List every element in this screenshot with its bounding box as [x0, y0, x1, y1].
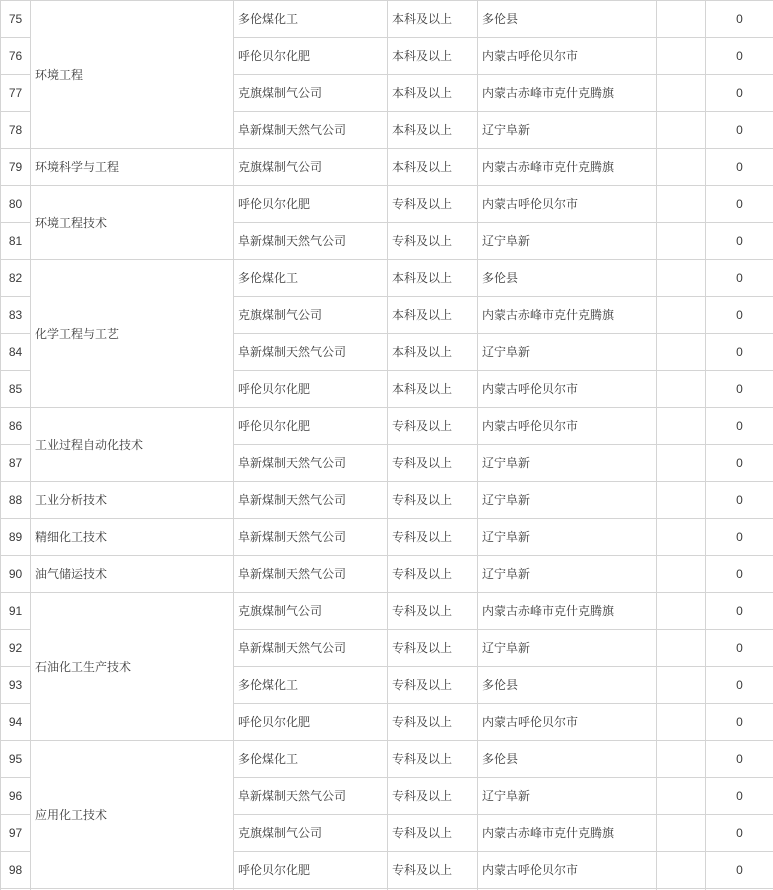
row-number-cell: 94 [1, 704, 31, 741]
count-cell: 0 [706, 260, 773, 297]
row-number-cell: 92 [1, 630, 31, 667]
major-cell: 工业分析技术 [31, 482, 234, 519]
major-cell: 石油化工生产技术 [31, 593, 234, 741]
table-row [1, 1, 773, 38]
empty-cell [657, 667, 706, 704]
empty-cell [657, 445, 706, 482]
count-cell: 0 [706, 482, 773, 519]
row-number-cell: 77 [1, 75, 31, 112]
count-cell: 0 [706, 667, 773, 704]
major-cell: 环境工程 [31, 1, 234, 149]
empty-cell [657, 260, 706, 297]
row-number-cell: 81 [1, 223, 31, 260]
company-cell: 克旗煤制气公司 [234, 593, 388, 630]
major-cell: 环境科学与工程 [31, 149, 234, 186]
row-number-cell: 76 [1, 38, 31, 75]
company-cell: 阜新煤制天然气公司 [234, 334, 388, 371]
count-cell: 0 [706, 408, 773, 445]
count-cell: 0 [706, 556, 773, 593]
location-cell: 辽宁阜新 [478, 556, 657, 593]
company-cell: 阜新煤制天然气公司 [234, 112, 388, 149]
empty-cell [657, 334, 706, 371]
row-number-cell: 95 [1, 741, 31, 778]
location-cell: 内蒙古呼伦贝尔市 [478, 852, 657, 889]
location-cell: 辽宁阜新 [478, 223, 657, 260]
location-cell: 多伦县 [478, 260, 657, 297]
empty-cell [657, 149, 706, 186]
empty-cell [657, 704, 706, 741]
education-cell: 专科及以上 [388, 408, 478, 445]
empty-cell [657, 815, 706, 852]
location-cell: 内蒙古赤峰市克什克腾旗 [478, 297, 657, 334]
company-cell: 阜新煤制天然气公司 [234, 223, 388, 260]
education-cell: 专科及以上 [388, 667, 478, 704]
company-cell: 呼伦贝尔化肥 [234, 408, 388, 445]
company-cell: 呼伦贝尔化肥 [234, 38, 388, 75]
education-cell: 本科及以上 [388, 149, 478, 186]
empty-cell [657, 297, 706, 334]
company-cell: 呼伦贝尔化肥 [234, 186, 388, 223]
row-number-cell: 98 [1, 852, 31, 889]
company-cell: 呼伦贝尔化肥 [234, 852, 388, 889]
location-cell: 内蒙古呼伦贝尔市 [478, 408, 657, 445]
major-cell: 精细化工技术 [31, 519, 234, 556]
major-cell: 化学工程与工艺 [31, 260, 234, 408]
company-cell: 多伦煤化工 [234, 1, 388, 38]
location-cell: 辽宁阜新 [478, 778, 657, 815]
row-number-cell: 91 [1, 593, 31, 630]
row-number-cell: 97 [1, 815, 31, 852]
count-cell: 0 [706, 445, 773, 482]
empty-cell [657, 778, 706, 815]
count-cell: 0 [706, 223, 773, 260]
row-number-cell: 90 [1, 556, 31, 593]
company-cell: 阜新煤制天然气公司 [234, 445, 388, 482]
education-cell: 专科及以上 [388, 741, 478, 778]
table-row [1, 149, 773, 186]
table-row [1, 482, 773, 519]
education-cell: 本科及以上 [388, 334, 478, 371]
location-cell: 多伦县 [478, 667, 657, 704]
company-cell: 阜新煤制天然气公司 [234, 778, 388, 815]
empty-cell [657, 852, 706, 889]
location-cell: 内蒙古赤峰市克什克腾旗 [478, 149, 657, 186]
education-cell: 专科及以上 [388, 519, 478, 556]
table-row [1, 593, 773, 630]
major-cell: 环境工程技术 [31, 186, 234, 260]
empty-cell [657, 112, 706, 149]
education-cell: 专科及以上 [388, 223, 478, 260]
row-number-cell: 87 [1, 445, 31, 482]
location-cell: 辽宁阜新 [478, 445, 657, 482]
education-cell: 专科及以上 [388, 186, 478, 223]
location-cell: 辽宁阜新 [478, 482, 657, 519]
empty-cell [657, 186, 706, 223]
education-cell: 本科及以上 [388, 1, 478, 38]
education-cell: 本科及以上 [388, 38, 478, 75]
education-cell: 专科及以上 [388, 593, 478, 630]
count-cell: 0 [706, 741, 773, 778]
education-cell: 本科及以上 [388, 112, 478, 149]
education-cell: 专科及以上 [388, 556, 478, 593]
location-cell: 内蒙古呼伦贝尔市 [478, 371, 657, 408]
row-number-cell: 82 [1, 260, 31, 297]
company-cell: 呼伦贝尔化肥 [234, 704, 388, 741]
row-number-cell: 93 [1, 667, 31, 704]
company-cell: 阜新煤制天然气公司 [234, 482, 388, 519]
education-cell: 专科及以上 [388, 815, 478, 852]
row-number-cell: 96 [1, 778, 31, 815]
education-cell: 专科及以上 [388, 704, 478, 741]
company-cell: 克旗煤制气公司 [234, 815, 388, 852]
row-number-cell: 89 [1, 519, 31, 556]
education-cell: 本科及以上 [388, 371, 478, 408]
count-cell: 0 [706, 815, 773, 852]
empty-cell [657, 1, 706, 38]
empty-cell [657, 630, 706, 667]
count-cell: 0 [706, 778, 773, 815]
count-cell: 0 [706, 704, 773, 741]
count-cell: 0 [706, 334, 773, 371]
table-row [1, 519, 773, 556]
table-row [1, 741, 773, 778]
education-cell: 专科及以上 [388, 778, 478, 815]
location-cell: 内蒙古呼伦贝尔市 [478, 38, 657, 75]
row-number-cell: 83 [1, 297, 31, 334]
table-row [1, 186, 773, 223]
empty-cell [657, 741, 706, 778]
major-cell: 工业过程自动化技术 [31, 408, 234, 482]
row-number-cell: 85 [1, 371, 31, 408]
count-cell: 0 [706, 186, 773, 223]
education-cell: 专科及以上 [388, 852, 478, 889]
location-cell: 辽宁阜新 [478, 334, 657, 371]
location-cell: 内蒙古赤峰市克什克腾旗 [478, 815, 657, 852]
major-cell: 油气储运技术 [31, 556, 234, 593]
company-cell: 多伦煤化工 [234, 667, 388, 704]
company-cell: 多伦煤化工 [234, 260, 388, 297]
location-cell: 辽宁阜新 [478, 112, 657, 149]
empty-cell [657, 371, 706, 408]
location-cell: 多伦县 [478, 741, 657, 778]
empty-cell [657, 556, 706, 593]
location-cell: 内蒙古呼伦贝尔市 [478, 704, 657, 741]
table-body [1, 1, 773, 890]
count-cell: 0 [706, 371, 773, 408]
company-cell: 呼伦贝尔化肥 [234, 371, 388, 408]
location-cell: 辽宁阜新 [478, 519, 657, 556]
empty-cell [657, 519, 706, 556]
location-cell: 内蒙古呼伦贝尔市 [478, 186, 657, 223]
count-cell: 0 [706, 519, 773, 556]
education-cell: 本科及以上 [388, 297, 478, 334]
location-cell: 辽宁阜新 [478, 630, 657, 667]
company-cell: 多伦煤化工 [234, 741, 388, 778]
row-number-cell: 80 [1, 186, 31, 223]
count-cell: 0 [706, 630, 773, 667]
empty-cell [657, 75, 706, 112]
count-cell: 0 [706, 149, 773, 186]
empty-cell [657, 408, 706, 445]
count-cell: 0 [706, 852, 773, 889]
empty-cell [657, 223, 706, 260]
education-cell: 专科及以上 [388, 630, 478, 667]
count-cell: 0 [706, 297, 773, 334]
row-number-cell: 86 [1, 408, 31, 445]
company-cell: 克旗煤制气公司 [234, 149, 388, 186]
location-cell: 多伦县 [478, 1, 657, 38]
count-cell: 0 [706, 38, 773, 75]
table-row [1, 260, 773, 297]
education-cell: 本科及以上 [388, 260, 478, 297]
count-cell: 0 [706, 593, 773, 630]
education-cell: 专科及以上 [388, 445, 478, 482]
row-number-cell: 75 [1, 1, 31, 38]
company-cell: 克旗煤制气公司 [234, 297, 388, 334]
count-cell: 0 [706, 112, 773, 149]
row-number-cell: 84 [1, 334, 31, 371]
location-cell: 内蒙古赤峰市克什克腾旗 [478, 593, 657, 630]
row-number-cell: 88 [1, 482, 31, 519]
company-cell: 克旗煤制气公司 [234, 75, 388, 112]
row-number-cell: 78 [1, 112, 31, 149]
empty-cell [657, 482, 706, 519]
count-cell: 0 [706, 75, 773, 112]
education-cell: 专科及以上 [388, 482, 478, 519]
row-number-cell: 79 [1, 149, 31, 186]
empty-cell [657, 593, 706, 630]
company-cell: 阜新煤制天然气公司 [234, 630, 388, 667]
location-cell: 内蒙古赤峰市克什克腾旗 [478, 75, 657, 112]
empty-cell [657, 38, 706, 75]
company-cell: 阜新煤制天然气公司 [234, 556, 388, 593]
education-cell: 本科及以上 [388, 75, 478, 112]
major-cell: 应用化工技术 [31, 741, 234, 889]
company-cell: 阜新煤制天然气公司 [234, 519, 388, 556]
count-cell: 0 [706, 1, 773, 38]
table-row [1, 408, 773, 445]
table-row [1, 556, 773, 593]
